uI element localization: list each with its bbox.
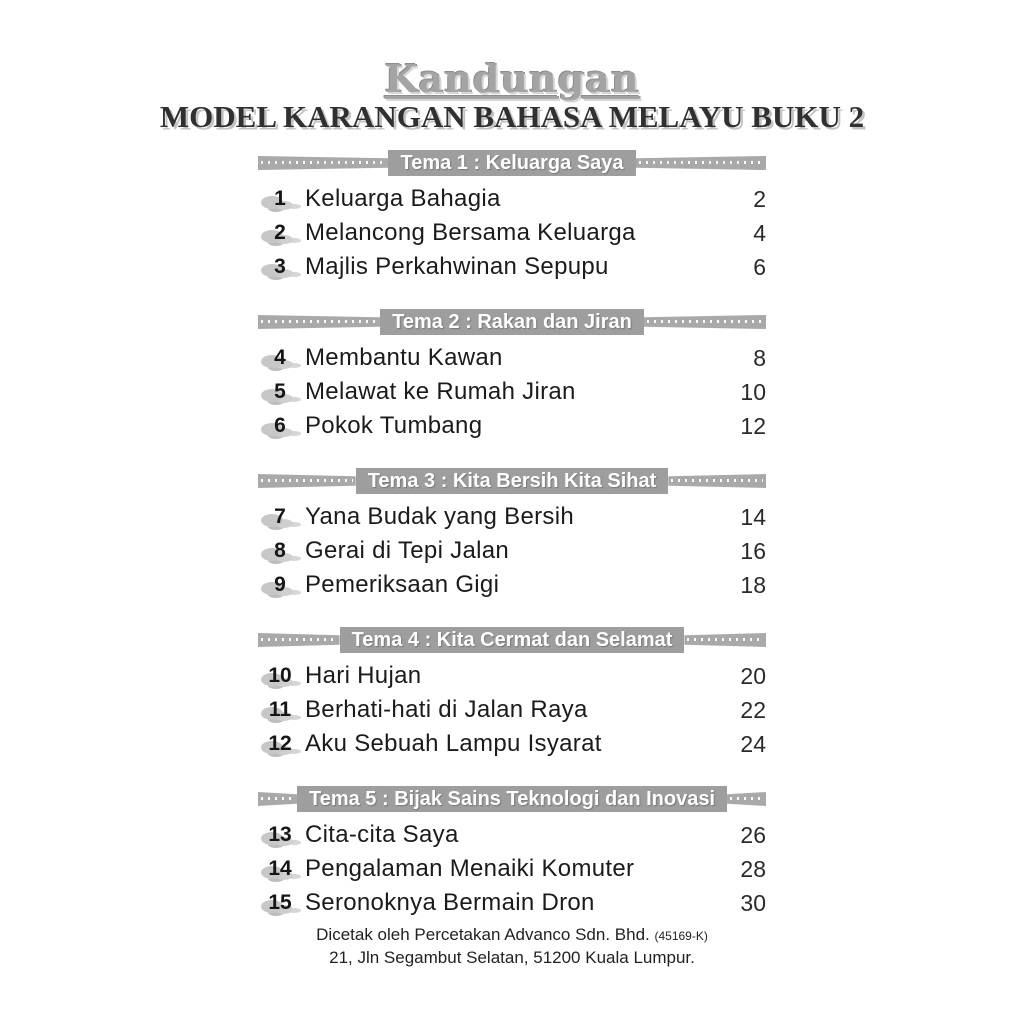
theme-title: Tema 4 : Kita Cermat dan Selamat <box>340 627 685 653</box>
toc-section <box>258 309 766 443</box>
entry-page-number: 4 <box>753 219 766 246</box>
entry-page-number: 26 <box>740 821 766 848</box>
page-title: Kandungan <box>384 56 640 101</box>
entry-number-text: 8 <box>274 539 286 562</box>
theme-title: Tema 3 : Kita Bersih Kita Sihat <box>356 468 669 494</box>
toc-content <box>258 150 766 945</box>
entry-page-number: 6 <box>753 253 766 280</box>
toc-section <box>258 468 766 602</box>
entry-number <box>258 857 302 881</box>
entry-number-text: 4 <box>274 346 286 369</box>
entry-title: Pengalaman Menaiki Komuter <box>305 855 635 882</box>
entry-page-number: 14 <box>740 503 766 530</box>
toc-entry <box>258 182 766 216</box>
entry-number-text: 5 <box>274 380 286 403</box>
entry-number <box>258 221 302 245</box>
entry-number <box>258 380 302 404</box>
toc-section <box>258 786 766 920</box>
entry-number <box>258 539 302 563</box>
entry-number-text: 12 <box>268 732 292 755</box>
entry-page-number: 16 <box>740 537 766 564</box>
entry-number-text: 6 <box>274 414 286 437</box>
printer-info <box>0 924 1024 968</box>
toc-entry <box>258 818 766 852</box>
entry-page-number: 20 <box>740 662 766 689</box>
book-title: MODEL KARANGAN BAHASA MELAYU BUKU 2 <box>159 99 865 134</box>
entry-number <box>258 255 302 279</box>
entry-number <box>258 505 302 529</box>
ribbon-left-decoration <box>258 474 356 488</box>
toc-entry <box>258 375 766 409</box>
entry-number-text: 7 <box>274 505 286 528</box>
entry-number-text: 9 <box>274 573 286 596</box>
toc-entry <box>258 534 766 568</box>
entry-page-number: 22 <box>740 696 766 723</box>
entry-number <box>258 823 302 847</box>
entry-page-number: 10 <box>740 378 766 405</box>
entry-page-number: 24 <box>740 730 766 757</box>
toc-entry <box>258 886 766 920</box>
entry-number-text: 11 <box>268 698 292 721</box>
entry-page-number: 12 <box>740 412 766 439</box>
entry-number <box>258 891 302 915</box>
entry-number-text: 1 <box>274 187 286 210</box>
toc-entry <box>258 659 766 693</box>
entry-number-text: 13 <box>268 823 292 846</box>
entry-number-text: 10 <box>268 664 292 687</box>
toc-entry <box>258 409 766 443</box>
entry-page-number: 2 <box>753 185 766 212</box>
entry-title: Aku Sebuah Lampu Isyarat <box>305 730 602 757</box>
toc-entry <box>258 341 766 375</box>
ribbon-left-decoration <box>258 792 297 806</box>
theme-title: Tema 1 : Keluarga Saya <box>388 150 635 176</box>
entry-title: Pokok Tumbang <box>305 412 483 439</box>
toc-entry <box>258 216 766 250</box>
entry-number <box>258 732 302 756</box>
toc-entry <box>258 693 766 727</box>
theme-banner <box>258 627 766 653</box>
entry-title: Melancong Bersama Keluarga <box>305 219 636 246</box>
entry-title: Seronoknya Bermain Dron <box>305 889 595 916</box>
entry-title: Membantu Kawan <box>305 344 503 371</box>
printer-registration: (45169-K) <box>654 929 708 943</box>
entry-page-number: 28 <box>740 855 766 882</box>
entry-page-number: 30 <box>740 889 766 916</box>
toc-section <box>258 627 766 761</box>
entry-title: Cita-cita Saya <box>305 821 459 848</box>
toc-entry <box>258 852 766 886</box>
ribbon-right-decoration <box>684 633 766 647</box>
entry-title: Yana Budak yang Bersih <box>305 503 574 530</box>
entry-title: Hari Hujan <box>305 662 422 689</box>
ribbon-right-decoration <box>644 315 766 329</box>
printer-name: Dicetak oleh Percetakan Advanco Sdn. Bhd. <box>316 925 650 944</box>
entry-title: Majlis Perkahwinan Sepupu <box>305 253 609 280</box>
toc-section <box>258 150 766 284</box>
entry-number <box>258 346 302 370</box>
ribbon-right-decoration <box>668 474 766 488</box>
toc-entry <box>258 250 766 284</box>
entry-number-text: 15 <box>268 891 292 914</box>
theme-banner <box>258 468 766 494</box>
entry-page-number: 18 <box>740 571 766 598</box>
entry-number <box>258 698 302 722</box>
entry-title: Gerai di Tepi Jalan <box>305 537 510 564</box>
theme-banner <box>258 150 766 176</box>
entry-number <box>258 664 302 688</box>
entry-title: Melawat ke Rumah Jiran <box>305 378 576 405</box>
theme-banner <box>258 786 766 812</box>
theme-banner <box>258 309 766 335</box>
ribbon-left-decoration <box>258 156 388 170</box>
toc-entry <box>258 727 766 761</box>
theme-title: Tema 2 : Rakan dan Jiran <box>380 309 644 335</box>
printer-line <box>0 924 1024 947</box>
ribbon-right-decoration <box>727 792 766 806</box>
entry-number <box>258 187 302 211</box>
entry-title: Pemeriksaan Gigi <box>305 571 500 598</box>
entry-title: Keluarga Bahagia <box>305 185 501 212</box>
ribbon-left-decoration <box>258 315 380 329</box>
entry-title: Berhati-hati di Jalan Raya <box>305 696 588 723</box>
entry-number-text: 14 <box>268 857 292 880</box>
entry-number-text: 2 <box>274 221 286 244</box>
toc-entry <box>258 500 766 534</box>
theme-title: Tema 5 : Bijak Sains Teknologi dan Inovasi <box>297 786 727 812</box>
entry-number-text: 3 <box>274 255 286 278</box>
ribbon-right-decoration <box>636 156 766 170</box>
entry-number <box>258 573 302 597</box>
toc-entry <box>258 568 766 602</box>
entry-number <box>258 414 302 438</box>
ribbon-left-decoration <box>258 633 340 647</box>
printer-address: 21, Jln Segambut Selatan, 51200 Kuala Lumpur. <box>329 948 695 967</box>
entry-page-number: 8 <box>753 344 766 371</box>
